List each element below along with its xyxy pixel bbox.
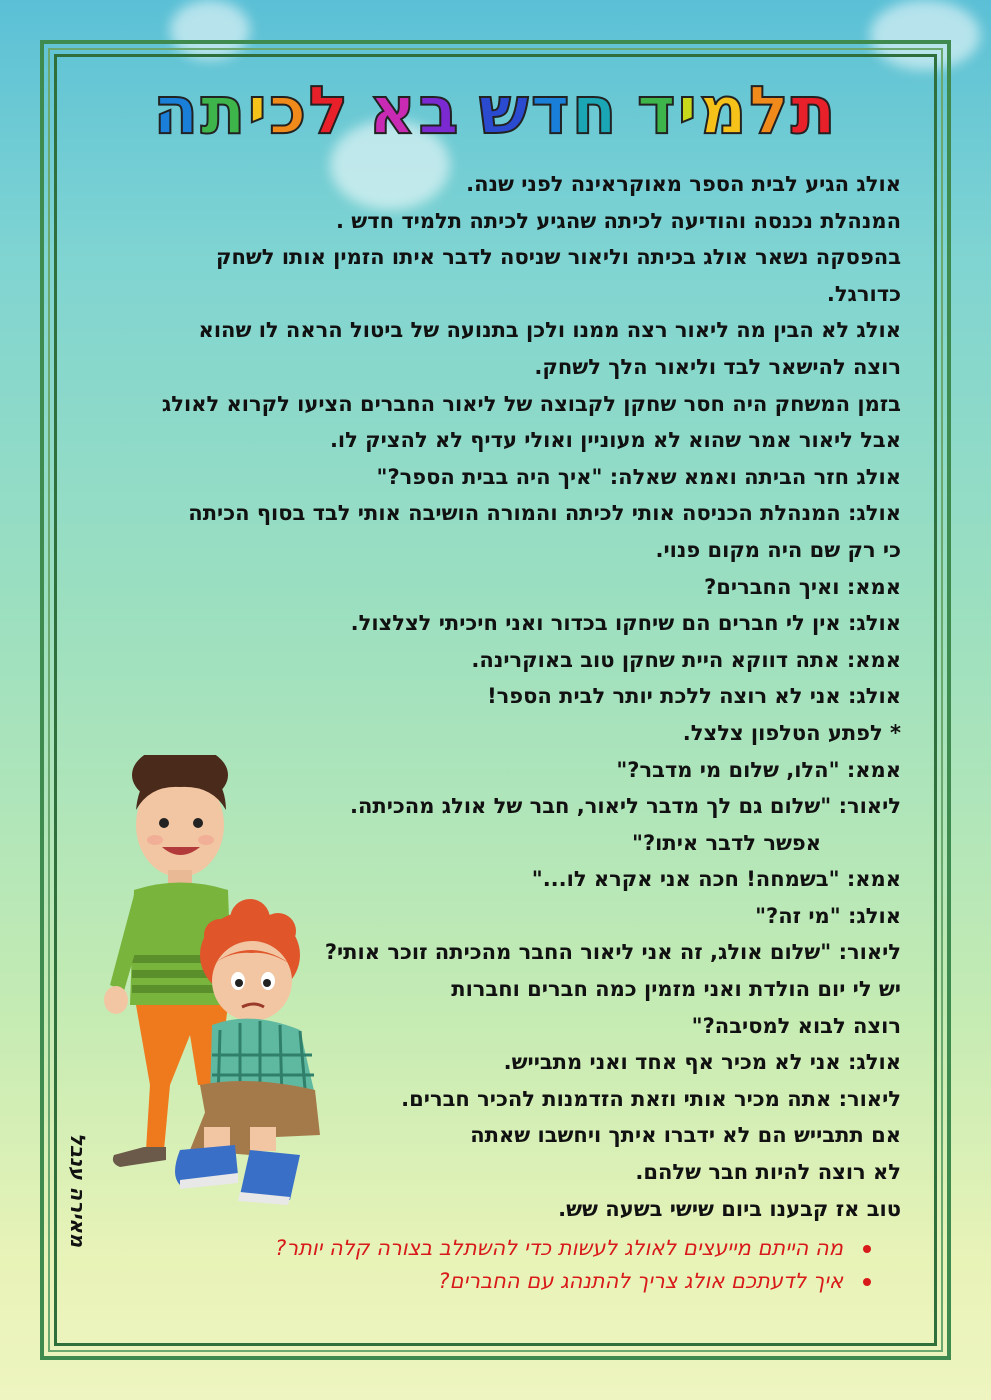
story-line: רוצה לבוא למסיבה?" — [691, 1013, 901, 1038]
title-letter: ה — [153, 72, 201, 149]
question-item — [251, 1265, 871, 1298]
story-line: * לפתע הטלפון צלצל. — [682, 720, 901, 745]
story-line: כי רק שם היה מקום פנוי. — [655, 537, 901, 562]
question-text: איך לדעתכם אולג צריך להתנהג עם החברים? — [438, 1269, 843, 1293]
story-line: רוצה להישאר לבד וליאור הלך לשחק. — [534, 354, 901, 379]
title-letter: ד — [530, 72, 572, 149]
title-letter: ל — [308, 72, 351, 149]
title-letter: ת — [790, 72, 838, 149]
story-line: ליאור: אתה מכיר אותי וזאת הזדמנות להכיר חברים. — [401, 1086, 901, 1111]
title-letter — [619, 72, 637, 149]
story-line: אבל ליאור אמר שהוא לא מעוניין ואולי עדיף לא להציק לו. — [329, 428, 901, 453]
story-line: אולג: "מי זה?" — [755, 903, 901, 928]
story-line: בהפסקה נשאר אולג בכיתה וליאור שניסה לדבר איתו הזמין אותו לשחק — [215, 245, 901, 270]
title-letter: ח — [571, 72, 619, 149]
story-line: אולג הגיע לבית הספר מאוקראינה לפני שנה. — [466, 172, 901, 196]
title-letter — [350, 72, 368, 149]
story-line: אולג לא הבין מה ליאור רצה ממנו ולכן בתנועה של ביטול הראה לו שהוא — [198, 318, 901, 343]
title-letter: י — [247, 72, 269, 149]
story-line: כדורגל. — [826, 281, 901, 306]
story-line: לא רוצה להיות חבר שלהם. — [635, 1160, 901, 1185]
story-line: אמא: אתה דווקא היית שחקן טוב באוקרינה. — [471, 647, 901, 672]
story-line: ליאור: "שלום אולג, זה אני ליאור החבר מהכיתה זוכר אותי? — [324, 940, 901, 965]
story-line: אולג: אני לא רוצה ללכת יותר לבית הספר! — [487, 684, 901, 709]
story-line: בזמן המשחק היה חסר שחקן לקבוצה של ליאור החברים הציעו לקרוא לאולג — [161, 391, 901, 416]
page-title — [60, 72, 931, 149]
boys-illustration — [100, 755, 340, 1205]
story-line: יש לי יום הולדת ואני מזמין כמה חברים וחברות — [451, 977, 901, 1002]
bullet-icon — [863, 1278, 871, 1286]
title-letter: ב — [418, 72, 461, 149]
story-line: אולג: אין לי חברים הם שיחקו בכדור ואני חיכיתי לצלצול. — [350, 611, 901, 636]
story-line: אמא: "בשמחה! חכה אני אקרא לו..." — [531, 867, 901, 892]
story-line: אולג חזר הביתה ואמא שאלה: "איך היה בבית הספר?" — [376, 464, 901, 489]
story-line: אם תתבייש הם לא ידברו איתך ויחשבו שאתה — [470, 1123, 901, 1148]
author-signature — [58, 1110, 98, 1270]
story-line: טוב אז קבענו ביום שישי בשעה שש. — [558, 1196, 901, 1221]
title-letter: ד — [636, 72, 678, 149]
story-line: אולג: אני לא מכיר אף אחד ואני מתבייש. — [503, 1050, 901, 1075]
author-signature-text: מאירה ענבל — [66, 1132, 90, 1248]
story-line: ליאור: "שלום גם לך מדבר ליאור, חבר של אולג מהכיתה. — [349, 794, 901, 819]
title-letter: י — [677, 72, 700, 149]
title-letter: א — [368, 72, 419, 149]
story-line: אמא: ואיך החברים? — [704, 574, 901, 599]
page-title-text — [60, 72, 931, 149]
story-line: אפשר לדבר איתו?" — [632, 830, 821, 855]
title-letter: כ — [268, 72, 309, 149]
discussion-questions — [251, 1232, 871, 1298]
bullet-icon — [863, 1245, 871, 1253]
story-line: אולג: המנהלת הכניסה אותי לכיתה והמורה הושיבה אותי לבד בסוף הכיתה — [188, 501, 901, 526]
title-letter: ת — [200, 72, 248, 149]
question-item — [251, 1232, 871, 1265]
question-text: מה הייתם מייעצים לאולג לעשות כדי להשתלב בצורה קלה יותר? — [275, 1236, 843, 1260]
title-letter: ל — [748, 72, 791, 149]
title-letter: מ — [699, 72, 749, 149]
title-letter: ש — [478, 72, 531, 149]
story-line: המנהלת נכנסה והודיעה לכיתה שהגיע לכיתה תלמיד חדש . — [336, 208, 901, 233]
title-letter — [461, 72, 479, 149]
story-line: אמא: "הלו, שלום מי מדבר?" — [616, 757, 901, 782]
